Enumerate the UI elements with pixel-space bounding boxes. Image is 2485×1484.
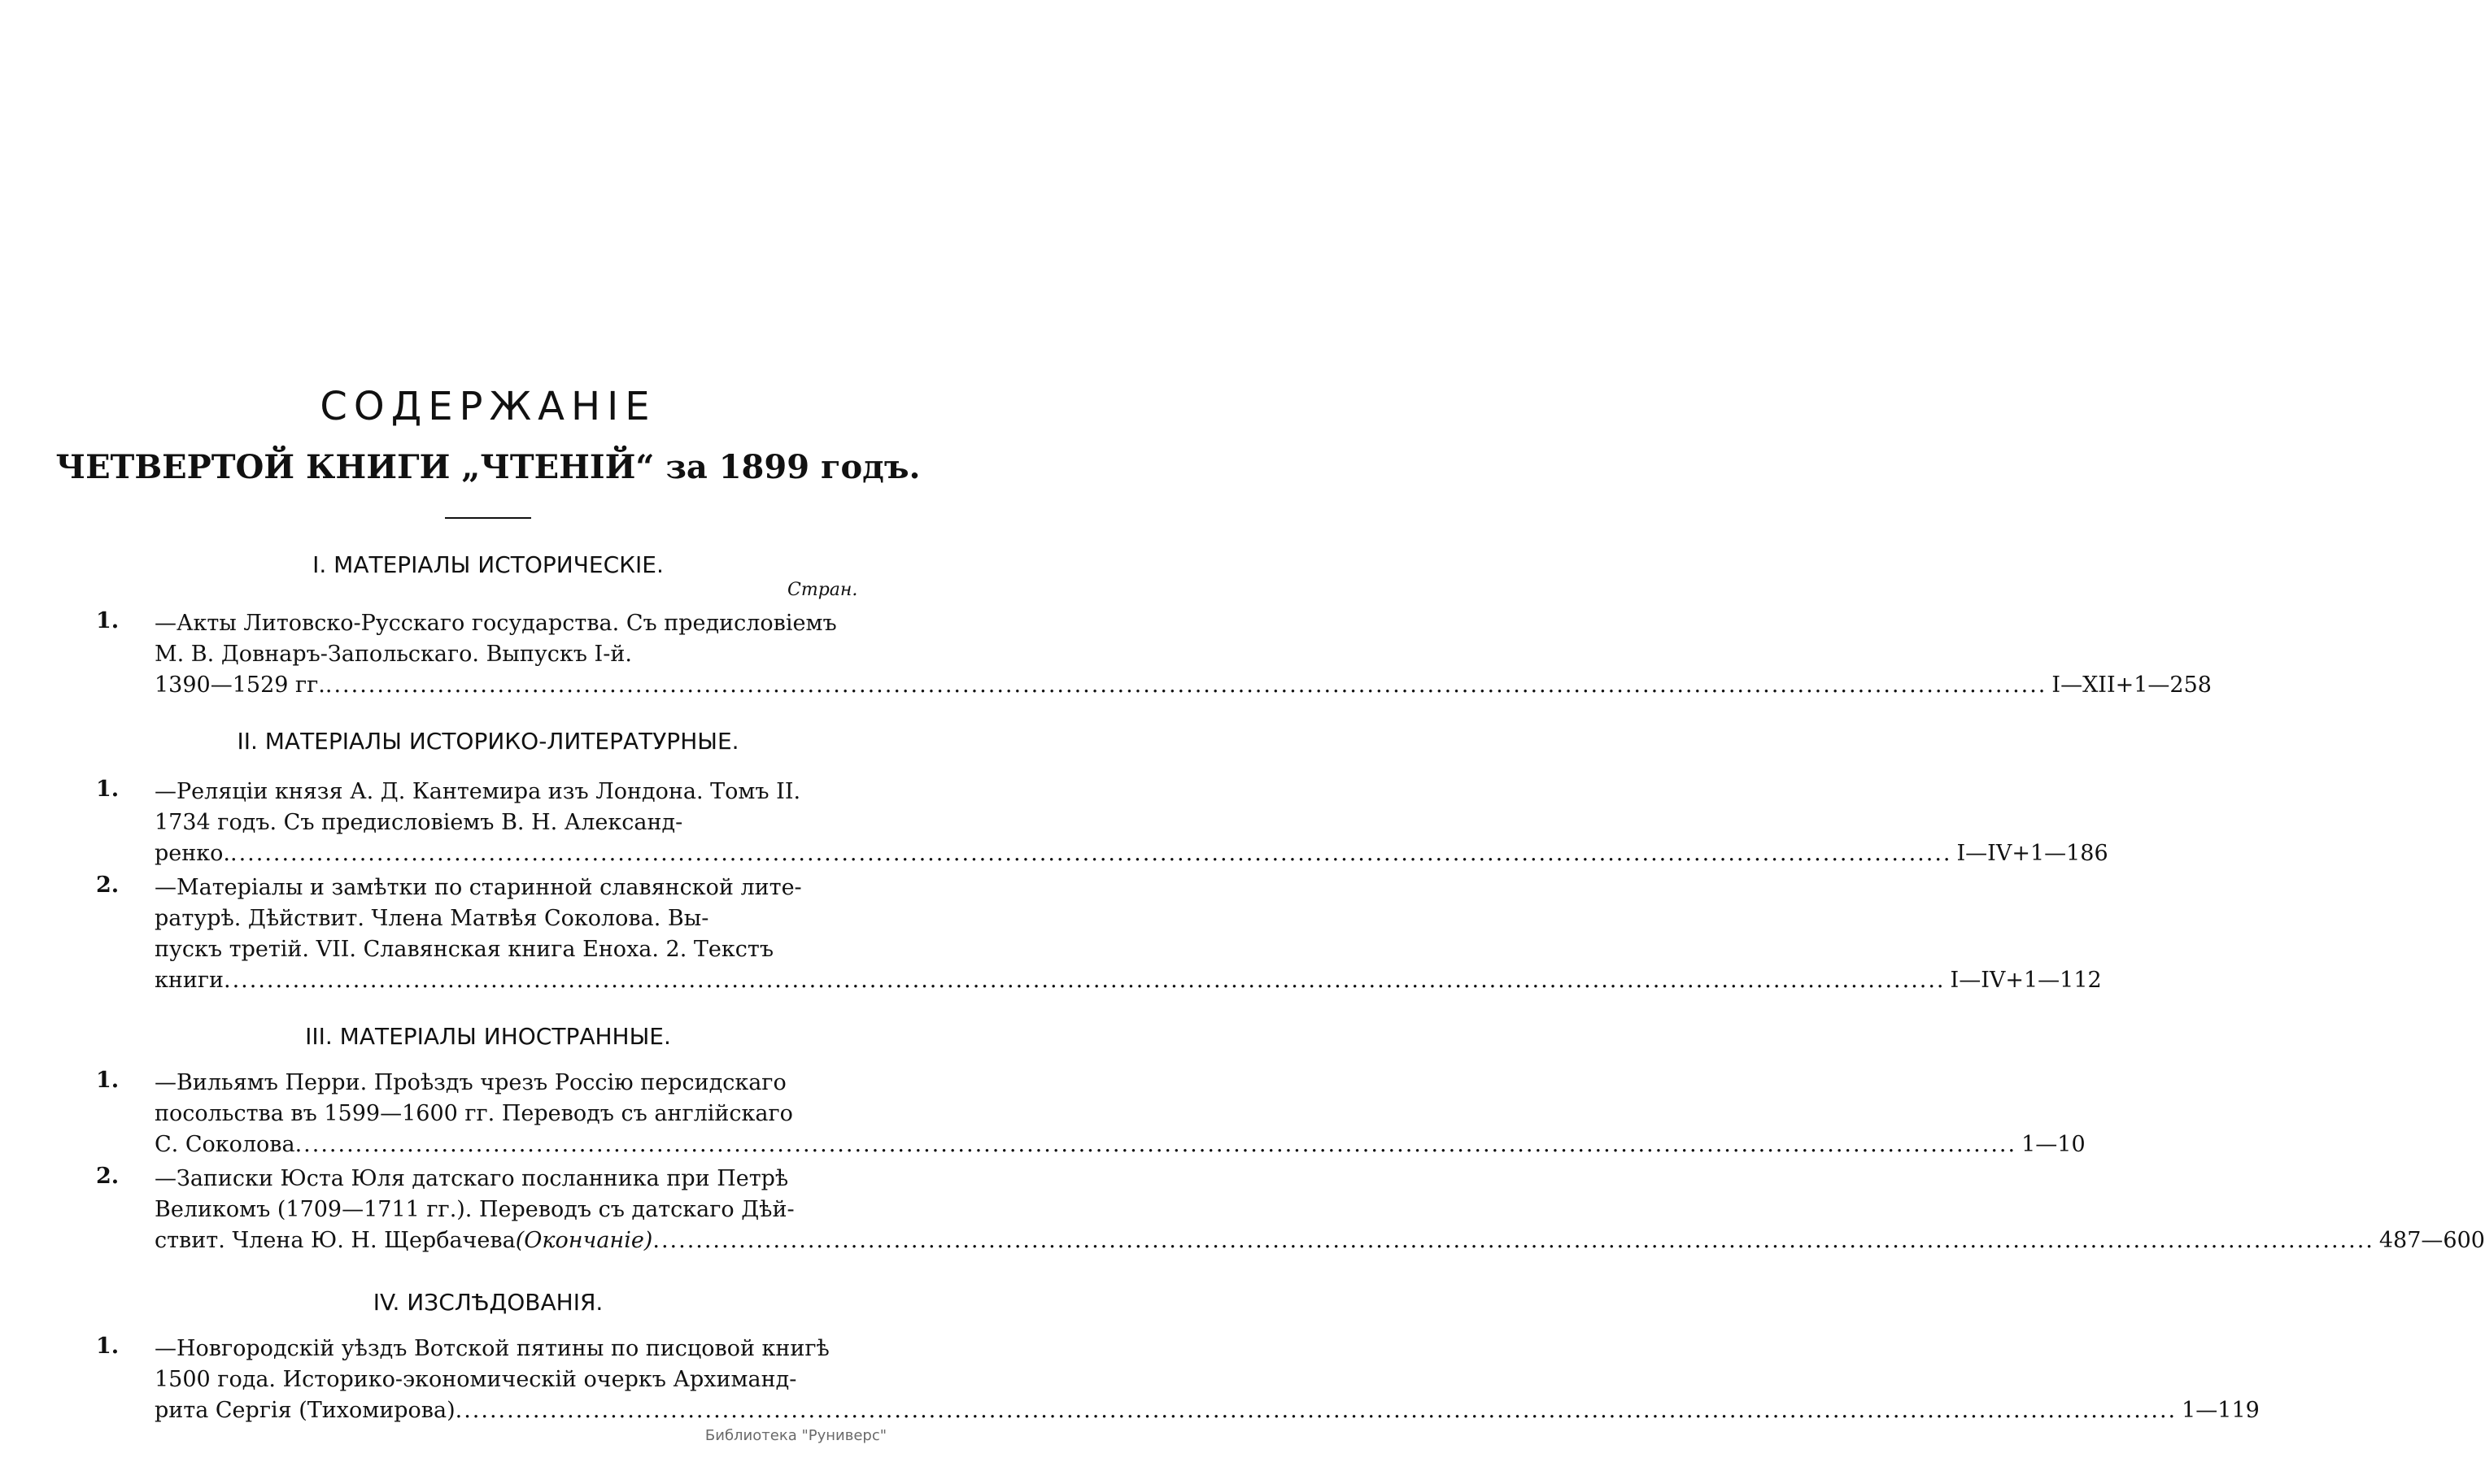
toc-entry [96,608,2212,701]
entry-line: пускъ третій. VII. Славянская книга Еноха. 2. Текстъ [155,937,774,962]
leader-dots: ........................................................................................................................................................................................................ [325,672,2047,698]
entry-line: —Матеріалы и замѣтки по старинной славянской лите- [155,875,802,900]
entry-line: —Записки Юста Юля датскаго посланника при Петрѣ [155,1166,789,1191]
entry-line-last [155,1395,2260,1426]
entry-line-last [155,1129,2086,1160]
section-heading: IV. ИЗСЛѢДОВАНІЯ. [373,1289,604,1316]
leader-dots: ........................................................................................................................................................................................................ [294,1132,2017,1157]
entry-tail: ствит. Члена Ю. Н. Щербачева [155,1228,516,1253]
entry-line: посольства въ 1599—1600 гг. Переводъ съ англійскаго [155,1101,793,1126]
leader-dots: ........................................................................................................................................................................................................ [229,841,1952,866]
entry-line-last [155,965,2102,996]
entry-line: —Реляціи князя А. Д. Кантемира изъ Лондона. Томъ II. [155,779,801,804]
toc-entry [96,873,2102,996]
page-range: 1—10 [2021,1132,2086,1157]
entry-line: 1500 года. Историко-экономическій очеркъ Архиманд- [155,1367,797,1392]
entry-line-last [155,670,2212,701]
toc-entry [96,777,2108,869]
leader-dots: ........................................................................................................................................................................................................ [224,968,1946,993]
entry-line: —Акты Литовско-Русскаго государства. Съ предисловіемъ [155,611,837,636]
entry-line-last [155,838,2108,869]
page-range: I—XII+1—258 [2051,672,2212,698]
leader-dots: ........................................................................................................................................................................................................ [455,1398,2178,1423]
library-watermark: Библиотека "Руниверс" [704,1427,887,1444]
entry-tail-italic: (Окончаніе) [515,1228,653,1253]
entry-line: —Новгородскій уѣздъ Вотской пятины по писцовой книгѣ [155,1336,830,1361]
entry-number: 1. [96,608,120,633]
entry-line: —Вильямъ Перри. Проѣздъ чрезъ Россію персидскаго [155,1070,787,1095]
section-heading: II. МАТЕРІАЛЫ ИСТОРИКО-ЛИТЕРАТУРНЫЕ. [237,728,739,755]
page-title: СОДЕРЖАНІЕ [320,384,656,429]
section-heading: III. МАТЕРІАЛЫ ИНОСТРАННЫЕ. [305,1023,671,1050]
page-range: 1—119 [2182,1398,2260,1423]
toc-entry [96,1334,2260,1426]
entry-tail: ренко. [155,841,230,866]
pages-column-label: Стран. [787,580,858,600]
entry-number: 1. [96,777,120,802]
entry-tail: книги [155,968,225,993]
entry-tail: 1390—1529 гг. [155,672,325,698]
toc-entry [96,1068,2086,1160]
entry-tail: С. Соколова [155,1132,295,1157]
leader-dots: ........................................................................................................................................................................................................ [652,1228,2374,1253]
page-subtitle: ЧЕТВЕРТОЙ КНИГИ „ЧТЕНІЙ“ за 1899 годъ. [55,448,921,486]
entry-line: Великомъ (1709—1711 гг.). Переводъ съ датскаго Дѣй- [155,1197,795,1222]
section-heading: I. МАТЕРІАЛЫ ИСТОРИЧЕСКІЕ. [312,551,664,578]
toc-entry [96,1164,2485,1256]
entry-tail: рита Сергія (Тихомирова) [155,1398,456,1423]
entry-line-last [155,1225,2485,1256]
page-range: I—IV+1—186 [1956,841,2108,866]
entry-line: М. В. Довнаръ-Запольскаго. Выпускъ I-й. [155,642,632,667]
title-divider [445,517,531,519]
entry-number: 1. [96,1068,120,1093]
entry-line: 1734 годъ. Съ предисловіемъ В. Н. Александ- [155,810,683,835]
entry-number: 2. [96,1164,120,1189]
entry-number: 1. [96,1334,120,1359]
page-range: I—IV+1—112 [1950,968,2102,993]
entry-number: 2. [96,873,120,898]
page-range: 487—600 [2378,1228,2485,1253]
entry-line: ратурѣ. Дѣйствит. Члена Матвѣя Соколова. Вы- [155,906,709,931]
